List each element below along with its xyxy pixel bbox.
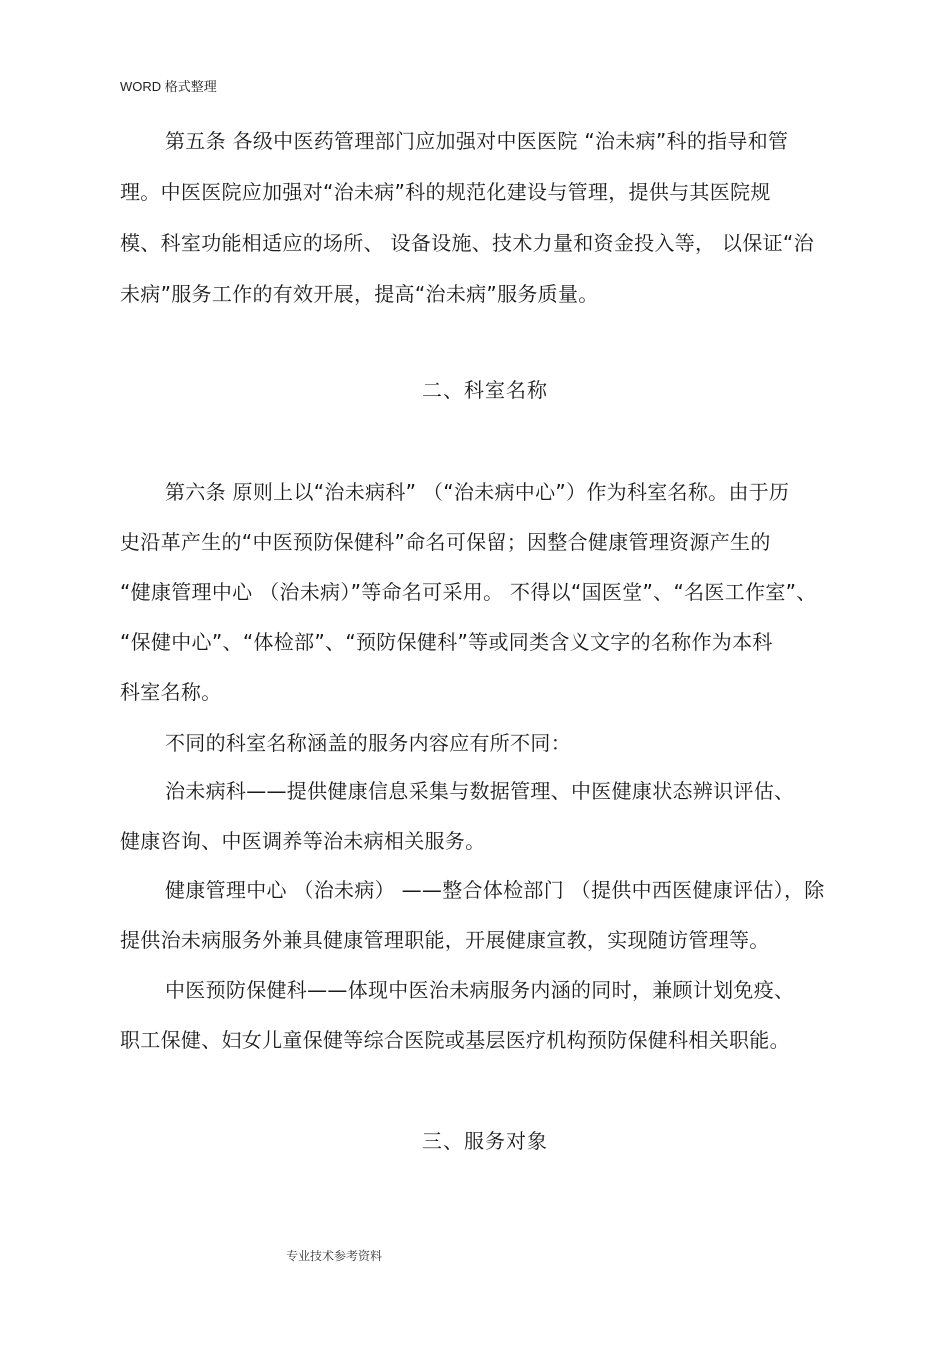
article-6-line-1: 第六条 原则上以“治未病科” （“治未病中心”）作为科室名称。由于历 — [165, 480, 790, 504]
article-6-line-5: 科室名称。 — [120, 680, 222, 704]
page-footer: 专业技术参考资料 — [286, 1249, 383, 1263]
section-heading-2: 二、科室名称 — [422, 378, 548, 402]
article-5-line-4: 未病”服务工作的有效开展，提高“治未病”服务质量。 — [120, 282, 599, 306]
service-a-line-2: 健康咨询、中医调养等治未病相关服务。 — [120, 829, 486, 853]
service-a-line-1: 治未病科——提供健康信息采集与数据管理、中医健康状态辨识评估、 — [165, 779, 795, 803]
service-c-line-2: 职工保健、妇女儿童保健等综合医院或基层医疗机构预防保健科相关职能。 — [120, 1028, 790, 1052]
article-5-line-2: 理。中医医院应加强对“治未病”科的规范化建设与管理，提供与其医院规 — [120, 180, 771, 204]
article-6-line-4: “保健中心”、“体检部”、“预防保健科”等或同类含义文字的名称作为本科 — [120, 630, 773, 654]
service-b-line-2: 提供治未病服务外兼具健康管理职能，开展健康宣教，实现随访管理等。 — [120, 928, 770, 952]
service-c-line-1: 中医预防保健科——体现中医治未病服务内涵的同时，兼顾计划免疫、 — [165, 978, 795, 1002]
services-intro: 不同的科室名称涵盖的服务内容应有所不同： — [165, 731, 571, 755]
article-6-line-3: “健康管理中心 （治未病）”等命名可采用。 不得以“国医堂”、“名医工作室”、 — [120, 580, 817, 604]
service-b-line-1: 健康管理中心 （治未病） ——整合体检部门 （提供中西医健康评估），除 — [165, 878, 825, 902]
section-heading-3: 三、服务对象 — [422, 1129, 548, 1153]
article-5-line-3: 模、科室功能相适应的场所、 设备设施、技术力量和资金投入等， 以保证“治 — [120, 231, 814, 255]
article-6-line-2: 史沿革产生的“中医预防保健科”命名可保留；因整合健康管理资源产生的 — [120, 530, 771, 554]
article-5-line-1: 第五条 各级中医药管理部门应加强对中医医院 “治未病”科的指导和管 — [165, 129, 789, 153]
page-header: WORD 格式整理 — [120, 79, 217, 94]
